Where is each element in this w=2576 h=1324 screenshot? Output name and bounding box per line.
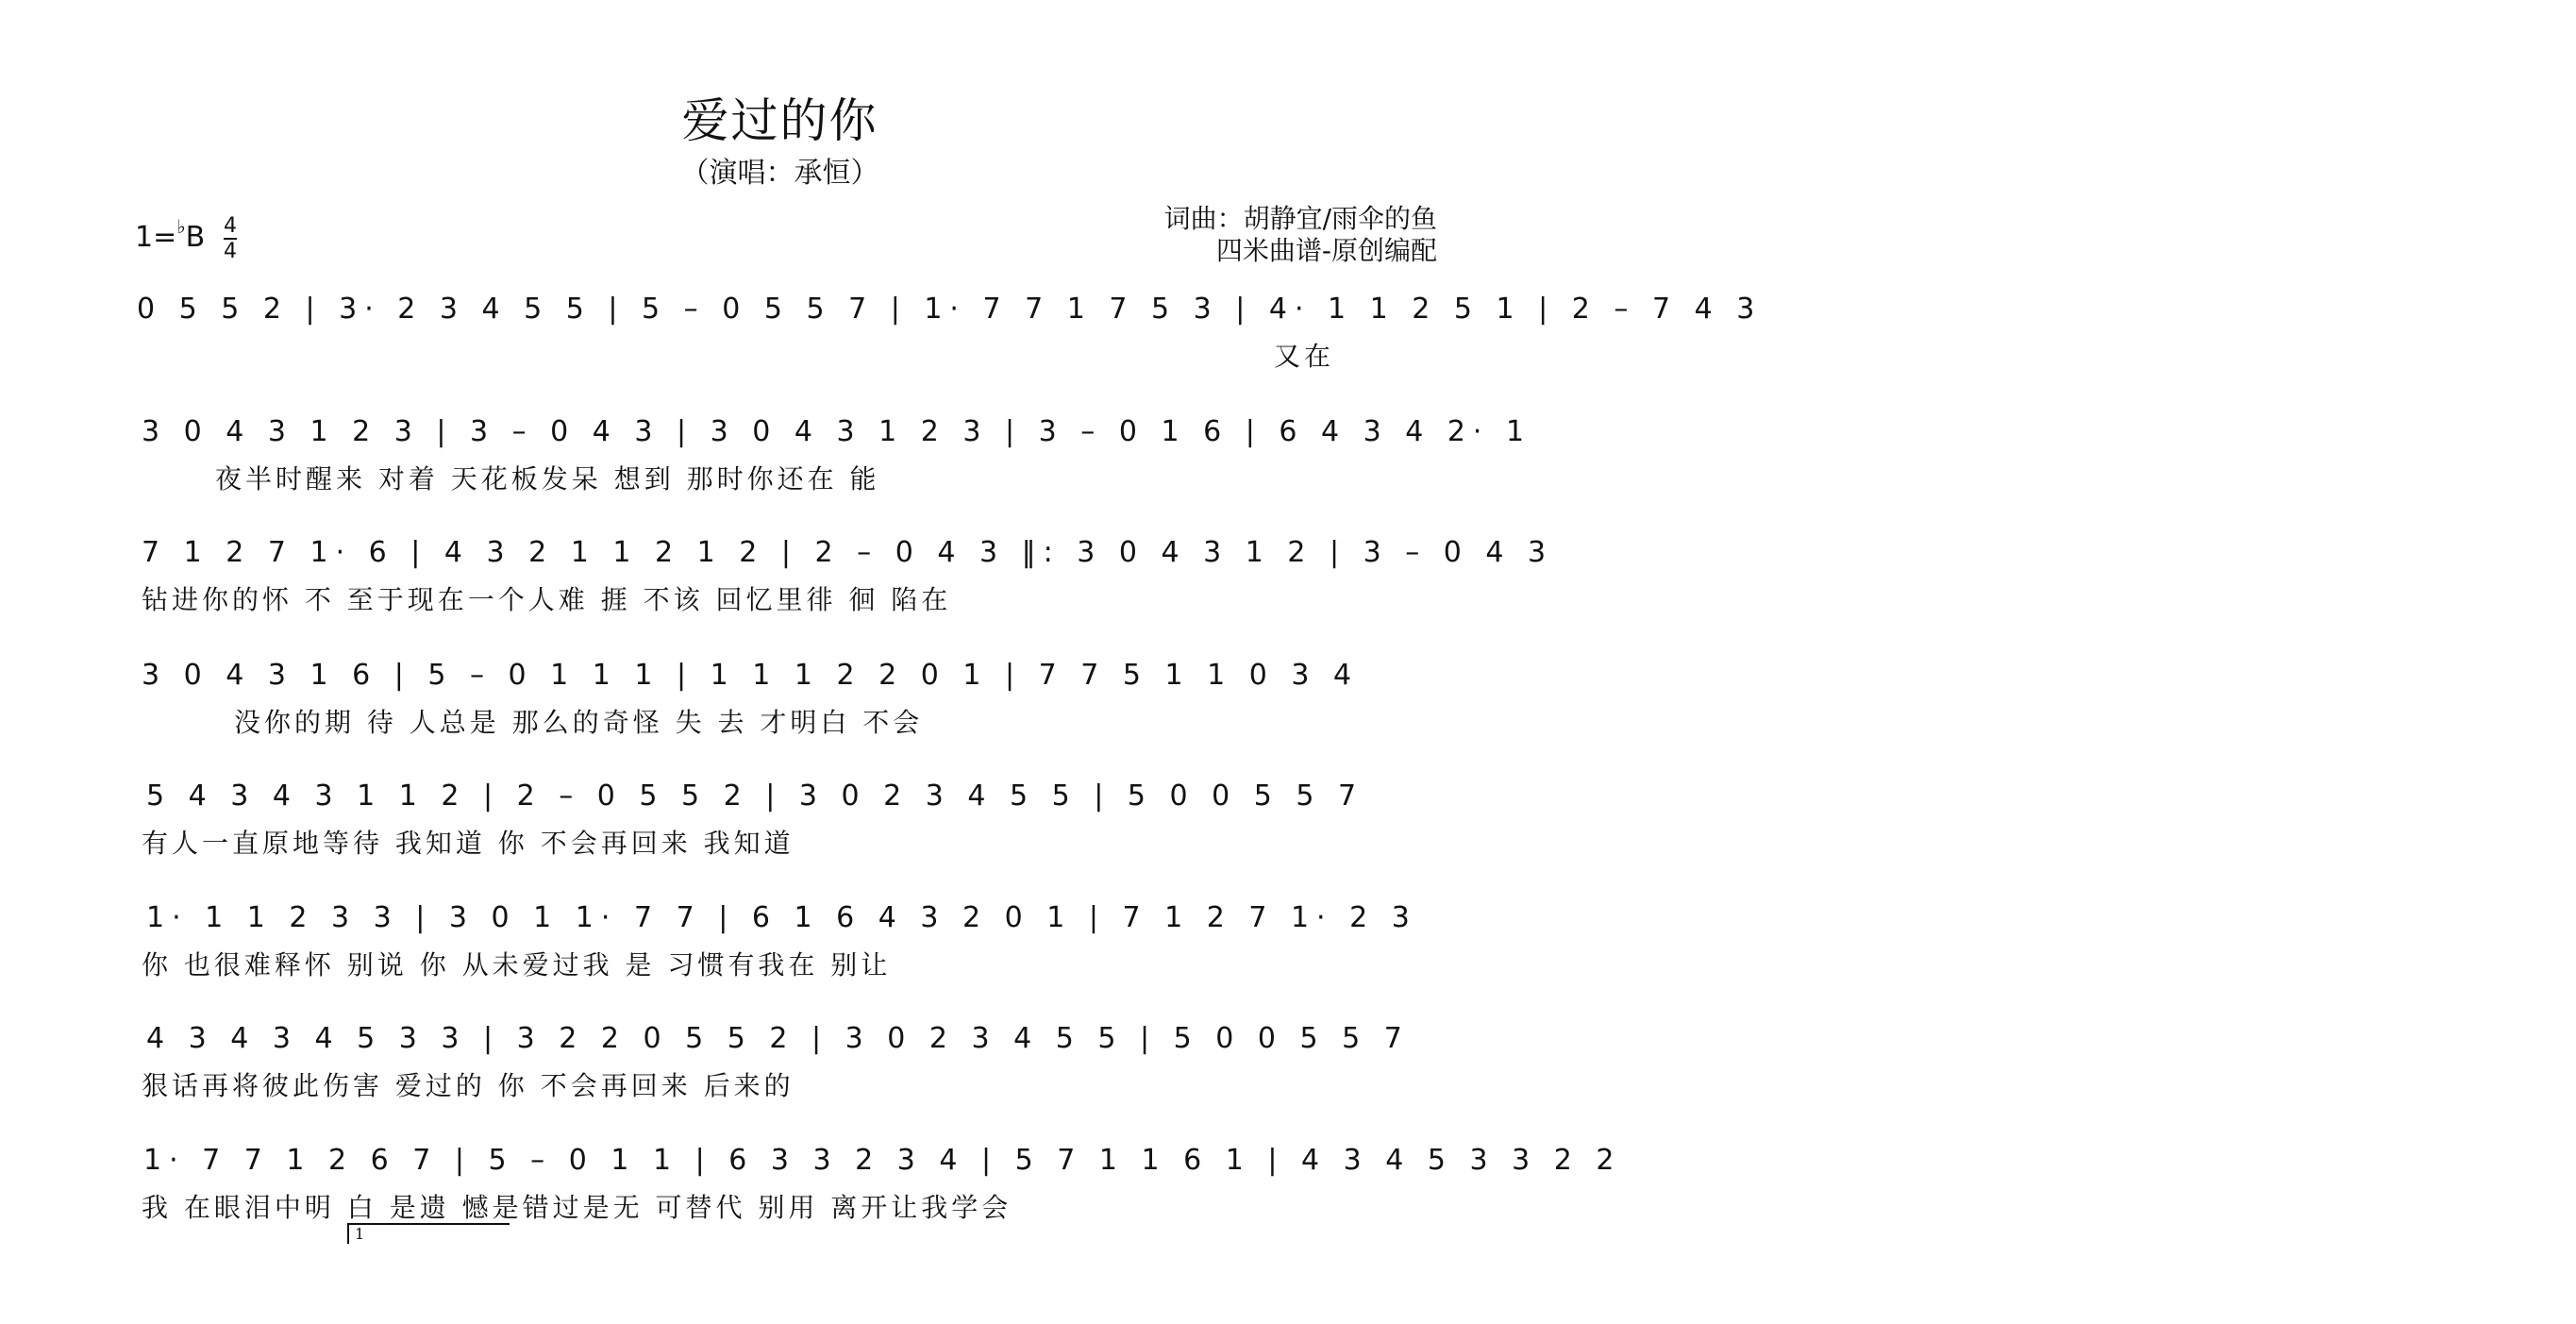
lyrics-line: 我 在眼泪中明 白 是遗 憾是错过是无 可替代 别用 离开让我学会	[142, 1192, 1012, 1223]
score-row	[0, 1022, 1560, 1145]
lyrics-line: 夜半时醒来 对着 天花板发呆 想到 那时你还在 能	[215, 463, 880, 494]
lyrics-line: 你 也很难释怀 别说 你 从未爱过我 是 习惯有我在 别让	[142, 949, 892, 980]
notes-line: 3 0 4 3 1 2 3 | 3 – 0 4 3 | 3 0 4 3 1 2 3 | 3 – 0 1 6 | 6 4 3 4 2· 1	[142, 415, 1532, 448]
lyrics-line: 钻进你的怀 不 至于现在一个人难 捱 不该 回忆里徘 徊 陷在	[142, 584, 952, 615]
lyrics-line: 狠话再将彼此伤害 爱过的 你 不会再回来 后来的	[142, 1070, 795, 1101]
notes-line: 5 4 3 4 3 1 1 2 | 2 – 0 5 5 2 | 3 0 2 3 4 5 5 | 5 0 0 5 5 7	[146, 779, 1364, 813]
flat-icon: ♭	[176, 215, 186, 238]
notes-line: 4 3 4 3 4 5 3 3 | 3 2 2 0 5 5 2 | 3 0 2 3 4 5 5 | 5 0 0 5 5 7	[146, 1022, 1410, 1055]
song-title: 爱过的你	[681, 93, 878, 148]
score-row	[0, 415, 1560, 538]
notes-line: 1· 1 1 2 3 3 | 3 0 1 1· 7 7 | 6 1 6 4 3 2 0 1 | 7 1 2 7 1· 2 3	[146, 901, 1417, 934]
notes-line: 7 1 2 7 1· 6 | 4 3 2 1 1 2 1 2 | 2 – 0 4 3 ‖: 3 0 4 3 1 2 | 3 – 0 4 3	[142, 536, 1554, 569]
volta-number: 1	[355, 1225, 365, 1243]
score-row	[0, 536, 1560, 659]
meter-top: 4	[224, 214, 237, 238]
key-prefix: 1=	[135, 221, 177, 254]
credits	[1164, 203, 1437, 267]
score-row	[0, 1144, 1622, 1266]
key-note: B	[185, 221, 206, 254]
notes-line: 0 5 5 2 | 3· 2 3 4 5 5 | 5 – 0 5 5 7 | 1· 7 7 1 7 5 3 | 4· 1 1 2 5 1 | 2 – 7 4 3	[137, 293, 1763, 326]
score-row	[0, 659, 1560, 781]
lyrics-line: 又在	[1274, 341, 1335, 372]
lyricist-composer: 词曲：胡静宜/雨伞的鱼	[1163, 203, 1437, 234]
score-row	[0, 293, 1763, 415]
score-row	[0, 779, 1560, 902]
notes-line: 3 0 4 3 1 6 | 5 – 0 1 1 1 | 1 1 1 2 2 0 1 | 7 7 5 1 1 0 3 4	[142, 659, 1360, 692]
notes-line: 1· 7 7 1 2 6 7 | 5 – 0 1 1 | 6 3 3 2 3 4 | 5 7 1 1 6 1 | 4 3 4 5 3 3 2 2	[143, 1144, 1622, 1177]
performer-subtitle: （演唱：承恒）	[680, 157, 879, 190]
key-signature	[135, 215, 206, 254]
volta-bracket	[347, 1223, 510, 1244]
arranger: 四米曲谱-原创编配	[1215, 235, 1437, 266]
time-signature	[224, 215, 237, 264]
lyrics-line: 没你的期 待 人总是 那么的奇怪 失 去 才明白 不会	[234, 707, 924, 738]
meter-bottom: 4	[224, 240, 237, 263]
lyrics-line: 有人一直原地等待 我知道 你 不会再回来 我知道	[142, 828, 795, 859]
score-row	[0, 901, 1560, 1024]
